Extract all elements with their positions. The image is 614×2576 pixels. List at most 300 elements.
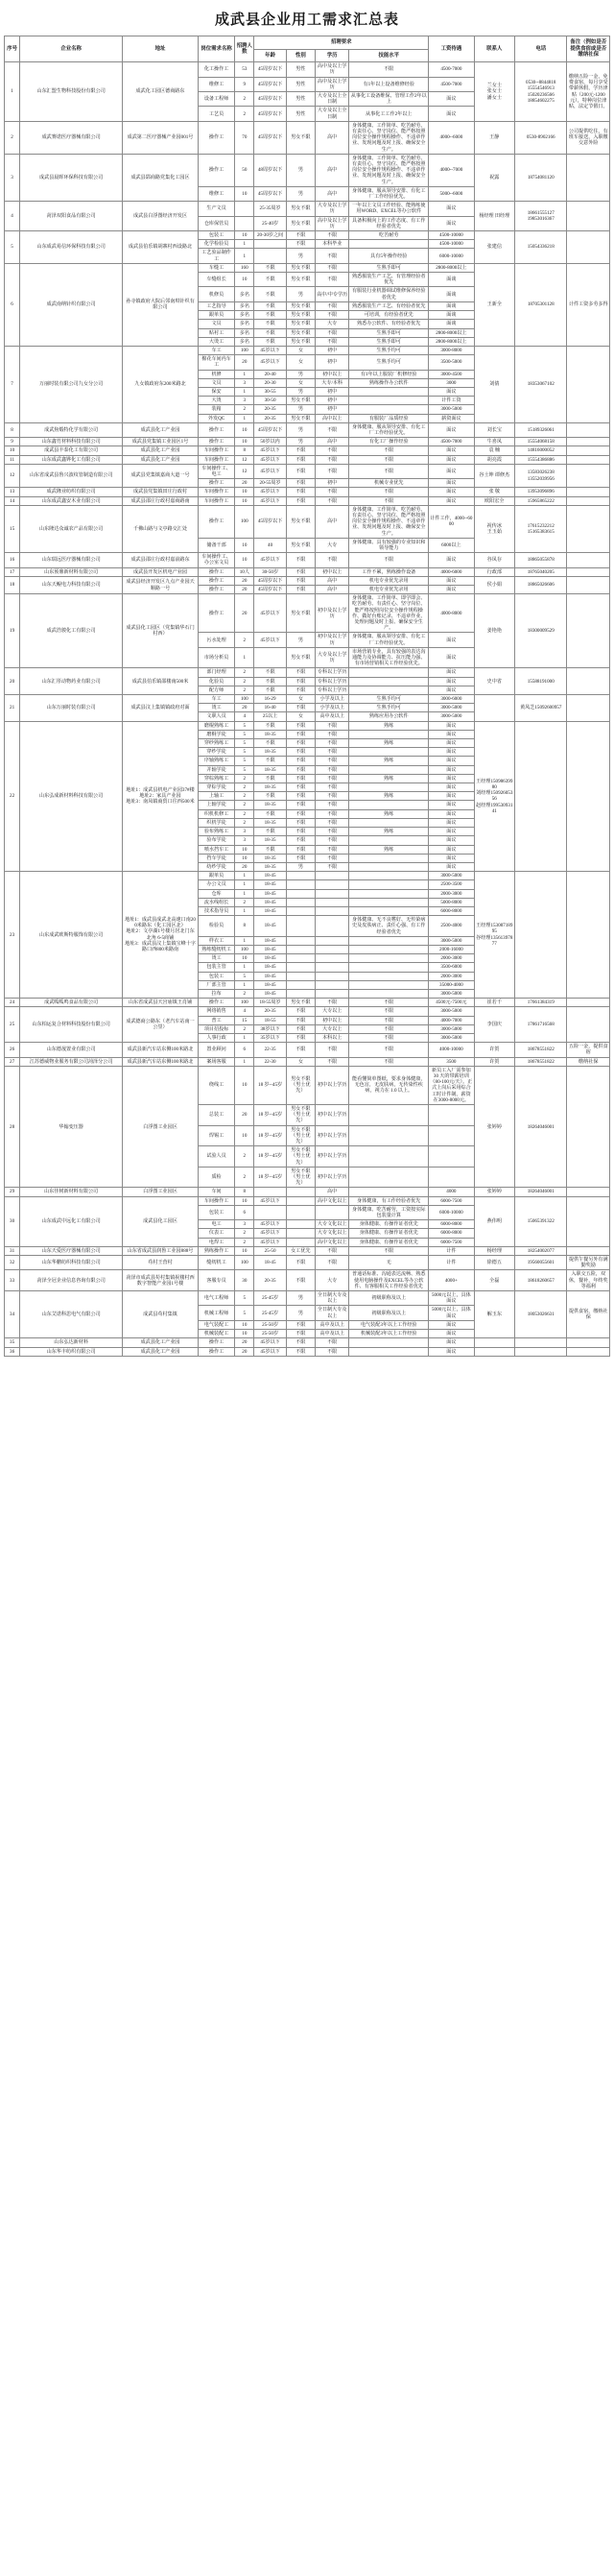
- cell-skill: [349, 765, 429, 774]
- cell-education: 不限: [316, 464, 349, 478]
- cell-phone: 18264046001: [514, 1188, 567, 1196]
- cell-salary: 新员工入厂需参加 30 天的带薪培训（80-100元/天）。正式上岗后采用综合工时计件制。薪资在3000-8000元。: [430, 1067, 473, 1103]
- cell-note: [567, 446, 610, 455]
- cell-address: 山东省成武县天宫庙镇王肖铺: [123, 999, 199, 1007]
- cell-education: 不限: [316, 553, 349, 567]
- cell-position: 穿棕学徒: [198, 783, 234, 792]
- table-row: [5, 567, 610, 576]
- cell-headcount: 10: [235, 1320, 254, 1329]
- table-row: [5, 446, 610, 455]
- cell-age: 18-35: [254, 730, 286, 738]
- cell-position: 化学检验员: [198, 240, 234, 249]
- cell-position: 穿纱学徒: [198, 748, 234, 757]
- cell-skill: [349, 748, 429, 757]
- cell-salary: 4000--6000: [429, 121, 474, 154]
- cell-position: 车间操作工、电工: [198, 464, 234, 478]
- cell-address: 成武县邵庄行政村嘉商路南: [123, 496, 199, 505]
- cell-salary: 6000以上: [429, 538, 474, 552]
- cell-company: 山东天爱医疗器械有限公司: [20, 1246, 123, 1255]
- cell-contact: 解玉东: [474, 1291, 514, 1338]
- cell-headcount: 8: [235, 916, 254, 937]
- cell-company: 山东华鹏纺织科技有限公司: [20, 1256, 123, 1270]
- cell-gender: 不限: [286, 567, 315, 576]
- cell-seq: 32: [5, 1256, 20, 1270]
- cell-seq: 29: [5, 1188, 20, 1196]
- cell-note: [567, 872, 610, 999]
- cell-skill: 具有5年操作经验: [349, 249, 429, 263]
- cell-company: 成武浩骏化工有限公司: [20, 594, 123, 668]
- cell-education: 大专文化以上: [316, 1220, 349, 1229]
- cell-age: 45岁以下: [254, 488, 286, 496]
- cell-note: [567, 594, 610, 668]
- cell-skill: [349, 730, 429, 738]
- cell-age: 45周岁以下: [254, 107, 286, 121]
- cell-note: [567, 553, 610, 567]
- cell-age: 35岁以下: [254, 1033, 286, 1042]
- cell-skill: 有1年以上设备维修经验: [349, 77, 429, 91]
- cell-education: [316, 989, 349, 998]
- cell-age: 22-30: [254, 1057, 286, 1066]
- cell-address: 山东省成武县润鲁工业园888号: [123, 1246, 199, 1255]
- cell-age: 不限: [254, 809, 286, 818]
- cell-age: 18-45: [254, 1256, 286, 1270]
- cell-salary: 面谈: [429, 320, 474, 328]
- cell-skill: [349, 972, 429, 980]
- cell-contact: 侯小娟: [474, 576, 514, 593]
- cell-position: 人事行政: [198, 1033, 234, 1042]
- cell-education: 不限: [316, 845, 349, 854]
- cell-note: [567, 505, 610, 552]
- cell-headcount: 2: [235, 668, 254, 677]
- cell-skill: 熟练: [349, 721, 429, 730]
- cell-salary: 3000-5000: [429, 405, 474, 414]
- cell-skill: 具备积极向上的工作态度、有工作经验者优先: [349, 216, 429, 230]
- cell-gender: [286, 954, 315, 963]
- cell-education: [316, 963, 349, 972]
- table-row: [5, 154, 610, 186]
- cell-age: 18-55: [254, 1016, 286, 1024]
- cell-gender: 男女不限: [286, 647, 315, 668]
- cell-company: 成武焦煅特化学有限公司: [20, 422, 123, 437]
- cell-age: 不限: [254, 337, 286, 346]
- cell-skill: [349, 397, 429, 405]
- cell-position: 焊锡工: [198, 1125, 234, 1146]
- cell-position: 车间操作工: [198, 455, 234, 464]
- cell-education: 不限: [316, 1043, 349, 1057]
- cell-age: 不限: [254, 686, 286, 694]
- cell-age: 45岁以下: [254, 553, 286, 567]
- cell-note: 入职交五险，双休，餐补，年终奖等福利: [568, 1271, 608, 1289]
- cell-education: 不限: [316, 783, 349, 792]
- table-row: [5, 1057, 610, 1066]
- cell-headcount: 100: [235, 505, 254, 538]
- cell-skill: [349, 936, 429, 945]
- cell-position: 挡车学徒: [198, 854, 234, 862]
- cell-salary: 面议: [429, 1320, 474, 1329]
- cell-salary: 6000-10000: [429, 1205, 474, 1219]
- cell-seq: 4: [5, 202, 20, 231]
- cell-seq: 28: [5, 1066, 20, 1188]
- cell-salary: 面议: [429, 792, 474, 801]
- cell-education: 高中及以上: [316, 1330, 349, 1338]
- cell-salary: 面议: [429, 854, 474, 862]
- cell-age: 45岁以下: [254, 464, 286, 478]
- cell-gender: 男性: [286, 62, 315, 77]
- cell-headcount: 3: [235, 378, 254, 387]
- cell-seq: 13: [5, 488, 20, 496]
- cell-position: 外发QC: [198, 414, 234, 422]
- cell-address: 成武县新汽车站东侧100米路北: [123, 1043, 199, 1057]
- cell-note: [567, 455, 610, 464]
- cell-note: [567, 464, 610, 488]
- cell-headcount: 5: [235, 757, 254, 765]
- cell-position: 包装工: [198, 972, 234, 980]
- cell-headcount: 10: [235, 1330, 254, 1338]
- table-row: [5, 1270, 610, 1291]
- cell-skill: 有服装厂品质经验: [349, 414, 429, 422]
- cell-phone: 黄凤芝15092600957: [514, 695, 567, 722]
- cell-note: 公司提供吃住，有班车接送，入职缴交意外险: [567, 121, 610, 154]
- cell-age: 20-35: [254, 414, 286, 422]
- cell-age: 18-35: [254, 854, 286, 862]
- cell-gender: 女: [286, 355, 315, 370]
- cell-phone: 13583026238 13552039956: [514, 464, 567, 488]
- cell-salary: 面谈: [429, 287, 474, 301]
- cell-contact: 王静: [474, 121, 514, 154]
- table-row: [5, 231, 610, 240]
- cell-skill: [349, 1105, 429, 1126]
- cell-headcount: 160: [235, 263, 254, 272]
- cell-seq: 21: [5, 695, 20, 722]
- cell-salary: 面议: [429, 739, 474, 748]
- cell-salary: 5000元以上，具体面议: [429, 1306, 474, 1320]
- cell-contact: 王经理15308718995 谷经理13561397877: [474, 872, 514, 999]
- cell-age: 45周岁以下: [254, 62, 286, 77]
- cell-salary: 2800-8000以上: [429, 337, 474, 346]
- cell-position: 检验员: [198, 916, 234, 937]
- cell-gender: 男女不限: [286, 999, 315, 1007]
- header-requirements-group: 招聘要求: [254, 36, 429, 50]
- cell-phone: 13953096896: [514, 488, 567, 496]
- cell-position: 仓库: [198, 889, 234, 898]
- cell-note: [567, 1066, 610, 1188]
- cell-age: 45周岁以下: [254, 77, 286, 91]
- cell-age: 18-35: [254, 748, 286, 757]
- cell-skill: 有化工厂操作经验: [349, 438, 429, 446]
- cell-salary: 面议: [429, 748, 474, 757]
- cell-education: 初中: [316, 346, 349, 354]
- cell-address: 成武第二医疗器械产业园001号: [123, 121, 199, 154]
- cell-seq: 7: [5, 346, 20, 422]
- cell-phone: [514, 1347, 567, 1356]
- cell-position: 电焊工: [198, 1238, 234, 1246]
- cell-headcount: 4: [235, 712, 254, 721]
- cell-skill: 生熟手即可: [349, 263, 429, 272]
- cell-seq: 23: [5, 872, 20, 999]
- cell-position: 包装工: [198, 1205, 234, 1219]
- cell-skill: 一年以上文员工作经验、能熟练使用WORD、EXCEL等办公软件: [349, 202, 429, 216]
- cell-phone: 18254002077: [514, 1246, 567, 1255]
- cell-education: 不限: [316, 730, 349, 738]
- cell-headcount: 4: [235, 1007, 254, 1016]
- cell-headcount: 2: [235, 1167, 254, 1188]
- cell-salary: 4500-10000: [429, 240, 474, 249]
- cell-gender: [286, 906, 315, 915]
- cell-position: 电工: [198, 1220, 234, 1229]
- cell-salary: 面议: [429, 783, 474, 792]
- cell-education: 不限: [316, 862, 349, 871]
- cell-gender: 男: [286, 422, 315, 437]
- cell-address: 地址1：成武县成武北高速口南200米路东（化工园区北） 地址2：文亭湖1号楼月居北门东北角 6-5商铺 地址3：成武县汶上集镇宝峰十字路口西800米路南: [123, 872, 199, 999]
- cell-age: 25以上: [254, 712, 286, 721]
- cell-age: 20-55周岁: [254, 479, 286, 488]
- cell-gender: 不限: [286, 1338, 315, 1347]
- cell-age: 30-50岁: [254, 567, 286, 576]
- cell-age: 18-45: [254, 889, 286, 898]
- cell-education: 不限: [316, 999, 349, 1007]
- cell-headcount: 10: [235, 438, 254, 446]
- cell-seq: 25: [5, 1007, 20, 1043]
- cell-seq: 8: [5, 422, 20, 437]
- cell-headcount: 70: [235, 121, 254, 154]
- cell-salary: 6000-7500: [429, 1196, 474, 1205]
- cell-skill: 不限: [349, 446, 429, 455]
- cell-company: 华翰变压器: [20, 1066, 123, 1188]
- cell-salary: 2000-3000: [429, 972, 474, 980]
- cell-position: 磨棍学徒: [198, 730, 234, 738]
- cell-position: 车工: [198, 346, 234, 354]
- cell-education: 高中及以上学历: [316, 77, 349, 91]
- table-row: [5, 346, 610, 354]
- cell-headcount: 10: [235, 186, 254, 201]
- cell-education: 大专及以上学历: [316, 202, 349, 216]
- cell-salary: 面议: [429, 446, 474, 455]
- cell-age: 20-35: [254, 1270, 286, 1291]
- cell-salary: 计件工作，4000--6000: [429, 505, 474, 538]
- cell-gender: 男: [286, 405, 315, 414]
- cell-gender: 不限: [286, 757, 315, 765]
- cell-headcount: 2: [235, 92, 254, 107]
- cell-education: 初中: [316, 405, 349, 414]
- cell-seq: 2: [5, 121, 20, 154]
- cell-salary: 面议: [429, 801, 474, 809]
- table-row: [5, 872, 610, 880]
- cell-skill: 不限: [349, 999, 429, 1007]
- cell-gender: [286, 1229, 315, 1238]
- cell-gender: 男: [286, 387, 315, 396]
- cell-note: 计件工资多劳多得: [567, 263, 610, 346]
- cell-position: 操作工: [198, 479, 234, 488]
- cell-education: 高中及以上: [316, 712, 349, 721]
- cell-education: 初中: [316, 397, 349, 405]
- cell-skill: [349, 1347, 429, 1356]
- cell-education: [316, 889, 349, 898]
- header-education: 学历: [316, 49, 349, 62]
- cell-education: 不限: [316, 765, 349, 774]
- cell-salary: 3000-8000: [429, 346, 474, 354]
- cell-salary: 计件: [429, 1256, 474, 1270]
- cell-position: 保安: [198, 387, 234, 396]
- cell-address: 成武县苟村集镇: [123, 1291, 199, 1338]
- cell-skill: 身体健康、具有较强的专业知识和领导能力: [349, 538, 429, 552]
- cell-skill: [349, 1125, 429, 1146]
- cell-company: 成武隆业纺织有限公司: [20, 488, 123, 496]
- cell-seq: 5: [5, 231, 20, 264]
- cell-headcount: 2: [235, 989, 254, 998]
- cell-education: 大专文化以上: [316, 1229, 349, 1238]
- cell-age: 25-35周岁: [254, 202, 286, 216]
- cell-headcount: 2: [235, 801, 254, 809]
- cell-age: 不限: [254, 287, 286, 301]
- cell-education: 本科毕业: [316, 240, 349, 249]
- cell-gender: 男女不限: [286, 273, 315, 287]
- cell-note: [567, 567, 610, 576]
- cell-age: 22-35: [254, 1043, 286, 1057]
- cell-salary: 计件工资: [429, 397, 474, 405]
- cell-skill: 身体健康、有操作证者优先: [349, 1238, 429, 1246]
- cell-position: 文职人员: [198, 712, 234, 721]
- cell-education: [316, 945, 349, 953]
- cell-phone: 15065391322: [514, 1196, 567, 1246]
- cell-education: 初中及以上学历: [316, 594, 349, 633]
- cell-position: 机械工程师: [198, 1306, 234, 1320]
- cell-salary: 面谈: [429, 301, 474, 310]
- cell-gender: 男女不限: [286, 337, 315, 346]
- cell-age: 30-50: [254, 397, 286, 405]
- cell-phone: [514, 721, 567, 871]
- cell-salary: 2800-8000以上: [429, 263, 474, 272]
- cell-headcount: 9: [235, 77, 254, 91]
- cell-age: 18-45: [254, 936, 286, 945]
- cell-age: 18-45: [254, 972, 286, 980]
- cell-gender: 不限: [286, 1043, 315, 1057]
- cell-headcount: 8: [235, 1188, 254, 1196]
- cell-age: 45岁以下: [254, 1196, 286, 1205]
- cell-address: 成武县邵庄行政村嘉前路东: [123, 553, 199, 567]
- cell-position: 车间操作工: [198, 1196, 234, 1205]
- cell-phone: 18678551822: [514, 1043, 567, 1057]
- cell-age: 20-35: [254, 405, 286, 414]
- cell-position: 棉花车间内车工: [198, 355, 234, 370]
- cell-salary: 面议: [429, 721, 474, 730]
- cell-gender: 男: [286, 186, 315, 201]
- cell-gender: 男女不限: [286, 202, 315, 216]
- cell-education: 不限: [316, 854, 349, 862]
- cell-address: 白浮图工业园区: [123, 1066, 199, 1188]
- cell-education: 不限: [316, 446, 349, 455]
- cell-education: 大专: [316, 1270, 349, 1291]
- cell-address: 成武县化工产业园: [123, 455, 199, 464]
- cell-skill: 吃苦耐劳: [349, 231, 429, 240]
- header-salary: 工资待遇: [429, 36, 474, 62]
- cell-salary: 面议: [429, 92, 474, 107]
- cell-note: [567, 202, 610, 231]
- cell-phone: 18353067102: [514, 346, 567, 422]
- cell-phone: 19560055601: [514, 1256, 567, 1270]
- cell-seq: 34: [5, 1291, 20, 1338]
- cell-education: 不限: [316, 1246, 349, 1255]
- cell-education: 不限: [316, 496, 349, 505]
- cell-gender: 不限: [286, 801, 315, 809]
- cell-age: 不限: [254, 757, 286, 765]
- cell-company: 成武南纳针织有限公司: [20, 263, 123, 346]
- cell-seq: 1: [5, 62, 20, 122]
- cell-contact: 谷士坤 谭修杰: [474, 464, 514, 488]
- cell-headcount: 20: [235, 586, 254, 594]
- cell-note: [567, 1347, 610, 1356]
- cell-position: 操作工: [198, 576, 234, 585]
- cell-headcount: 100: [235, 999, 254, 1007]
- cell-address: 成武县党集镇工业园区1号: [123, 438, 199, 446]
- cell-gender: 不限: [286, 686, 315, 694]
- cell-skill: 从事化工工作2年以上: [349, 107, 429, 121]
- cell-address: 成武县化工产业园: [123, 446, 199, 455]
- cell-gender: [286, 1188, 315, 1196]
- cell-gender: 不限: [286, 721, 315, 730]
- cell-position: 穿棕熟练工: [198, 774, 234, 782]
- cell-education: 大专: [316, 320, 349, 328]
- cell-headcount: 100: [235, 945, 254, 953]
- cell-company: 山东艾诺科思电气有限公司: [20, 1291, 123, 1338]
- cell-skill: 工作不累，熟练操作设备: [349, 567, 429, 576]
- cell-contact: 徐德五: [474, 1256, 514, 1270]
- cell-position: 质检: [198, 1167, 234, 1188]
- cell-headcount: 2: [235, 1024, 254, 1033]
- cell-education: 高中: [316, 1188, 349, 1196]
- cell-education: 不限: [316, 422, 349, 437]
- cell-skill: 无: [349, 1256, 429, 1270]
- cell-headcount: 2: [235, 1238, 254, 1246]
- cell-position: 大烫: [198, 397, 234, 405]
- cell-contact: 兰女士 张女士 潘女士: [474, 62, 514, 122]
- cell-phone: 0530--8844818 15554546913 15020236566 18854602275: [514, 62, 567, 122]
- cell-salary: 面谈: [429, 311, 474, 320]
- cell-skill: [349, 1146, 429, 1168]
- cell-gender: 不限: [286, 818, 315, 827]
- cell-education: 大专以上: [316, 1024, 349, 1033]
- cell-seq: 20: [5, 668, 20, 695]
- cell-position: 操作工: [198, 438, 234, 446]
- cell-salary: [429, 1105, 474, 1126]
- cell-skill: 有1年以上服装厂机修经验: [349, 370, 429, 378]
- table-row: [5, 455, 610, 464]
- cell-education: 初中以上学历: [316, 1066, 349, 1104]
- cell-address: 成武化工园区德商路东: [123, 62, 199, 122]
- cell-headcount: 10: [235, 273, 254, 287]
- cell-headcount: 10: [235, 538, 254, 552]
- cell-gender: 男性: [286, 107, 315, 121]
- cell-gender: 不限: [286, 496, 315, 505]
- cell-age: 18-45: [254, 872, 286, 880]
- cell-headcount: 1: [235, 370, 254, 378]
- cell-age: 45岁以下: [254, 496, 286, 505]
- cell-education: 专科以上学历: [316, 677, 349, 686]
- cell-skill: [349, 889, 429, 898]
- cell-education: 不限: [316, 249, 349, 263]
- cell-education: 不限: [316, 721, 349, 730]
- cell-position: 污水处理: [198, 633, 234, 647]
- cell-skill: [349, 963, 429, 972]
- cell-position: 绕线工: [198, 1066, 234, 1104]
- cell-skill: 身体健康、服从领导安排、有化工厂工作经验优先。: [349, 422, 429, 437]
- cell-contact: 姜艳艳: [474, 594, 514, 668]
- cell-position: 织机学徒: [198, 818, 234, 827]
- cell-seq: 15: [5, 505, 20, 552]
- cell-note: [567, 999, 610, 1007]
- cell-education: 不限: [316, 739, 349, 748]
- cell-skill: 身体健康、有操作证者优先: [349, 1229, 429, 1238]
- table-row: [5, 695, 610, 704]
